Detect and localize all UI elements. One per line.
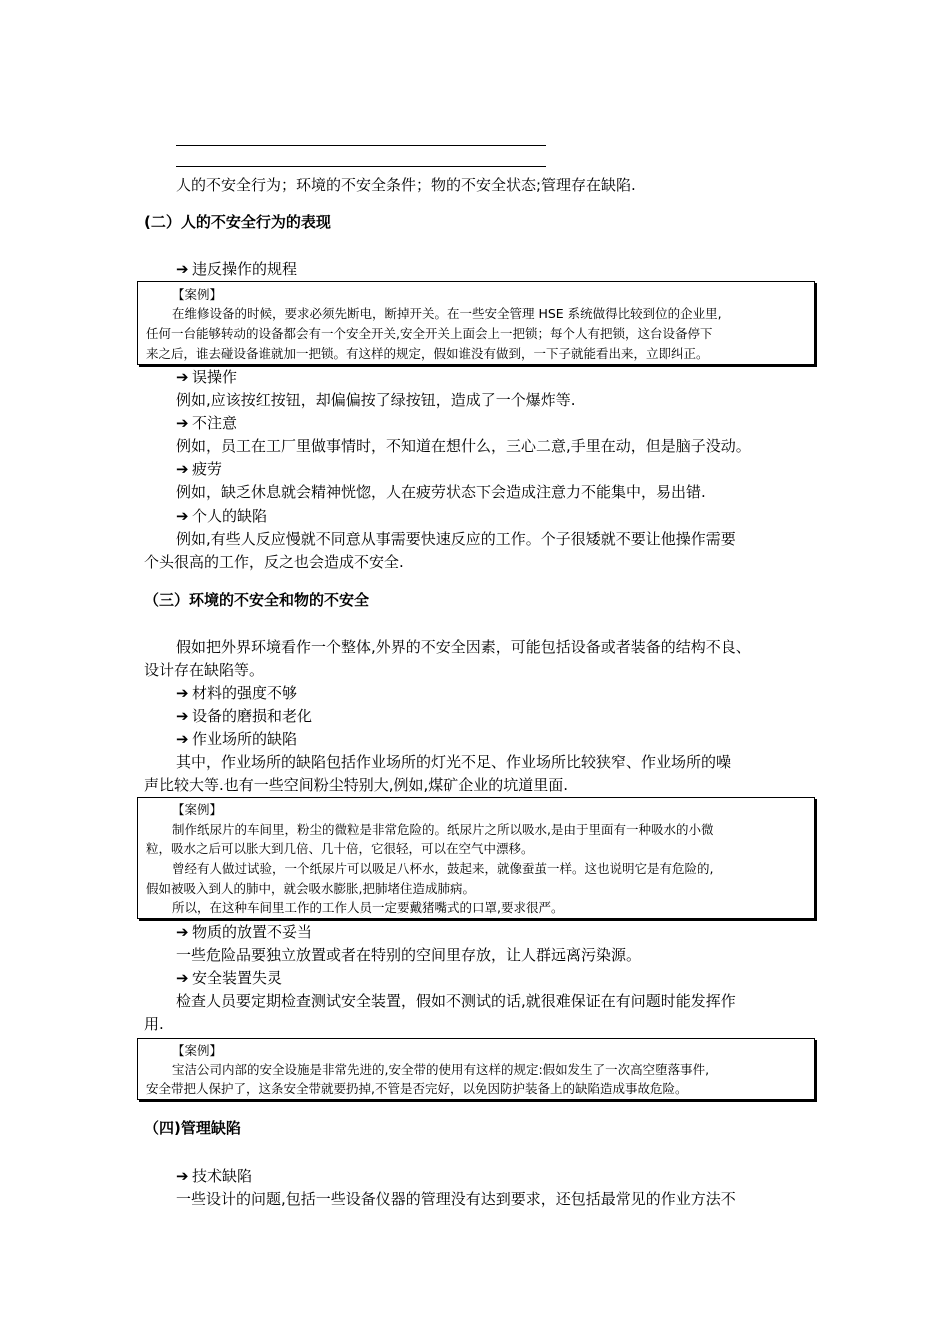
right-arrow-icon: ➔ bbox=[176, 923, 189, 941]
blank-line-2 bbox=[176, 166, 546, 167]
case-text-line: 来之后，谁去碰设备谁就加一把锁。有这样的规定，假如谁没有做到，一下子就能看出来，立即纠正。 bbox=[146, 346, 709, 361]
bullet-item bbox=[176, 705, 312, 728]
case-label: 【案例】 bbox=[172, 287, 223, 302]
bullet-label: 个人的缺陷 bbox=[192, 507, 268, 525]
case-text-line: 安全带把人保护了，这条安全带就要扔掉,不管是否完好，以免因防护装备上的缺陷造成事故危险。 bbox=[146, 1081, 688, 1096]
bullet-label: 疲劳 bbox=[192, 460, 223, 478]
right-arrow-icon: ➔ bbox=[176, 684, 189, 702]
right-arrow-icon: ➔ bbox=[176, 707, 189, 725]
bullet-item bbox=[176, 728, 297, 751]
case-label: 【案例】 bbox=[172, 802, 223, 817]
body-text: 设计存在缺陷等。 bbox=[144, 661, 265, 679]
right-arrow-icon: ➔ bbox=[176, 460, 189, 478]
section-heading-2: (二）人的不安全行为的表现 bbox=[144, 213, 331, 231]
right-arrow-icon: ➔ bbox=[176, 507, 189, 525]
case-text-line: 宝洁公司内部的安全设施是非常先进的,安全带的使用有这样的规定:假如发生了一次高空堕落事件, bbox=[172, 1062, 710, 1077]
bullet-item bbox=[176, 682, 297, 705]
bullet-item bbox=[176, 921, 312, 944]
bullet-label: 作业场所的缺陷 bbox=[192, 730, 298, 748]
bullet-label: 技术缺陷 bbox=[192, 1167, 253, 1185]
case-text-line: 曾经有人做过试验，一个纸尿片可以吸足八杯水，鼓起来，就像蚕茧一样。这也说明它是有危险的, bbox=[172, 861, 714, 876]
bullet-item bbox=[176, 1165, 252, 1188]
summary-text: 人的不安全行为；环境的不安全条件；物的不安全状态;管理存在缺陷. bbox=[176, 176, 636, 194]
bullet-label: 物质的放置不妥当 bbox=[192, 923, 313, 941]
case-text-line: 制作纸尿片的车间里，粉尘的微粒是非常危险的。纸尿片之所以吸水,是由于里面有一种吸水的小微 bbox=[172, 822, 714, 837]
right-arrow-icon: ➔ bbox=[176, 730, 189, 748]
bullet-item bbox=[176, 505, 267, 528]
case-label: 【案例】 bbox=[172, 1043, 223, 1058]
case-box-2 bbox=[137, 797, 815, 919]
body-text: 检查人员要定期检查测试安全装置，假如不测试的话,就很难保证在有问题时能发挥作 bbox=[176, 992, 736, 1010]
blank-line-1 bbox=[176, 145, 546, 146]
bullet-item bbox=[176, 412, 237, 435]
case-text-line: 任何一台能够转动的设备都会有一个安全开关,安全开关上面会上一把锁；每个人有把锁，这台设备停下 bbox=[146, 326, 713, 341]
body-text: 一些设计的问题,包括一些设备仪器的管理没有达到要求，还包括最常见的作业方法不 bbox=[176, 1190, 736, 1208]
case-box-3 bbox=[137, 1038, 815, 1100]
case-text-line: 所以，在这种车间里工作的工作人员一定要戴猪嘴式的口罩,要求很严。 bbox=[172, 900, 564, 915]
right-arrow-icon: ➔ bbox=[176, 1167, 189, 1185]
right-arrow-icon: ➔ bbox=[176, 414, 189, 432]
body-text: 假如把外界环境看作一个整体,外界的不安全因素，可能包括设备或者装备的结构不良、 bbox=[176, 638, 751, 656]
body-text: 其中，作业场所的缺陷包括作业场所的灯光不足、作业场所比较狭窄、作业场所的噪 bbox=[176, 753, 732, 771]
body-text: 用. bbox=[144, 1015, 164, 1033]
right-arrow-icon: ➔ bbox=[176, 260, 189, 278]
bullet-label: 不注意 bbox=[192, 414, 238, 432]
case-text-line: 在维修设备的时候，要求必须先断电，断掉开关。在一些安全管理 HSE 系统做得比较到位的企业里, bbox=[172, 306, 722, 321]
section-heading-3: （三）环境的不安全和物的不安全 bbox=[144, 591, 370, 609]
case-box-1 bbox=[137, 281, 815, 365]
case-text-line: 粒，吸水之后可以胀大到几倍、几十倍，它很轻，可以在空气中漂移。 bbox=[146, 841, 534, 856]
right-arrow-icon: ➔ bbox=[176, 969, 189, 987]
bullet-item bbox=[176, 258, 297, 281]
body-text: 声比较大等.也有一些空间粉尘特别大,例如,煤矿企业的坑道里面. bbox=[144, 776, 569, 794]
bullet-label: 设备的磨损和老化 bbox=[192, 707, 313, 725]
body-text: 例如,有些人反应慢就不同意从事需要快速反应的工作。个子很矮就不要让他操作需要 bbox=[176, 530, 736, 548]
section-heading-4: （四)管理缺陷 bbox=[144, 1119, 241, 1137]
bullet-item bbox=[176, 967, 282, 990]
right-arrow-icon: ➔ bbox=[176, 368, 189, 386]
bullet-label: 材料的强度不够 bbox=[192, 684, 298, 702]
body-text: 例如，员工在工厂里做事情时，不知道在想什么，三心二意,手里在动，但是脑子没动。 bbox=[176, 437, 751, 455]
body-text: 例如,应该按红按钮，却偏偏按了绿按钮，造成了一个爆炸等. bbox=[176, 391, 576, 409]
bullet-item bbox=[176, 458, 222, 481]
bullet-label: 违反操作的规程 bbox=[192, 260, 298, 278]
bullet-label: 安全装置失灵 bbox=[192, 969, 283, 987]
case-text-line: 假如被吸入到人的肺中，就会吸水膨胀,把肺堵住造成肺病。 bbox=[146, 881, 475, 896]
bullet-label: 误操作 bbox=[192, 368, 238, 386]
bullet-item bbox=[176, 366, 237, 389]
body-text: 一些危险品要独立放置或者在特别的空间里存放，让人群远离污染源。 bbox=[176, 946, 642, 964]
body-text: 例如，缺乏休息就会精神恍惚，人在疲劳状态下会造成注意力不能集中，易出错. bbox=[176, 483, 706, 501]
body-text: 个头很高的工作，反之也会造成不安全. bbox=[144, 553, 404, 571]
